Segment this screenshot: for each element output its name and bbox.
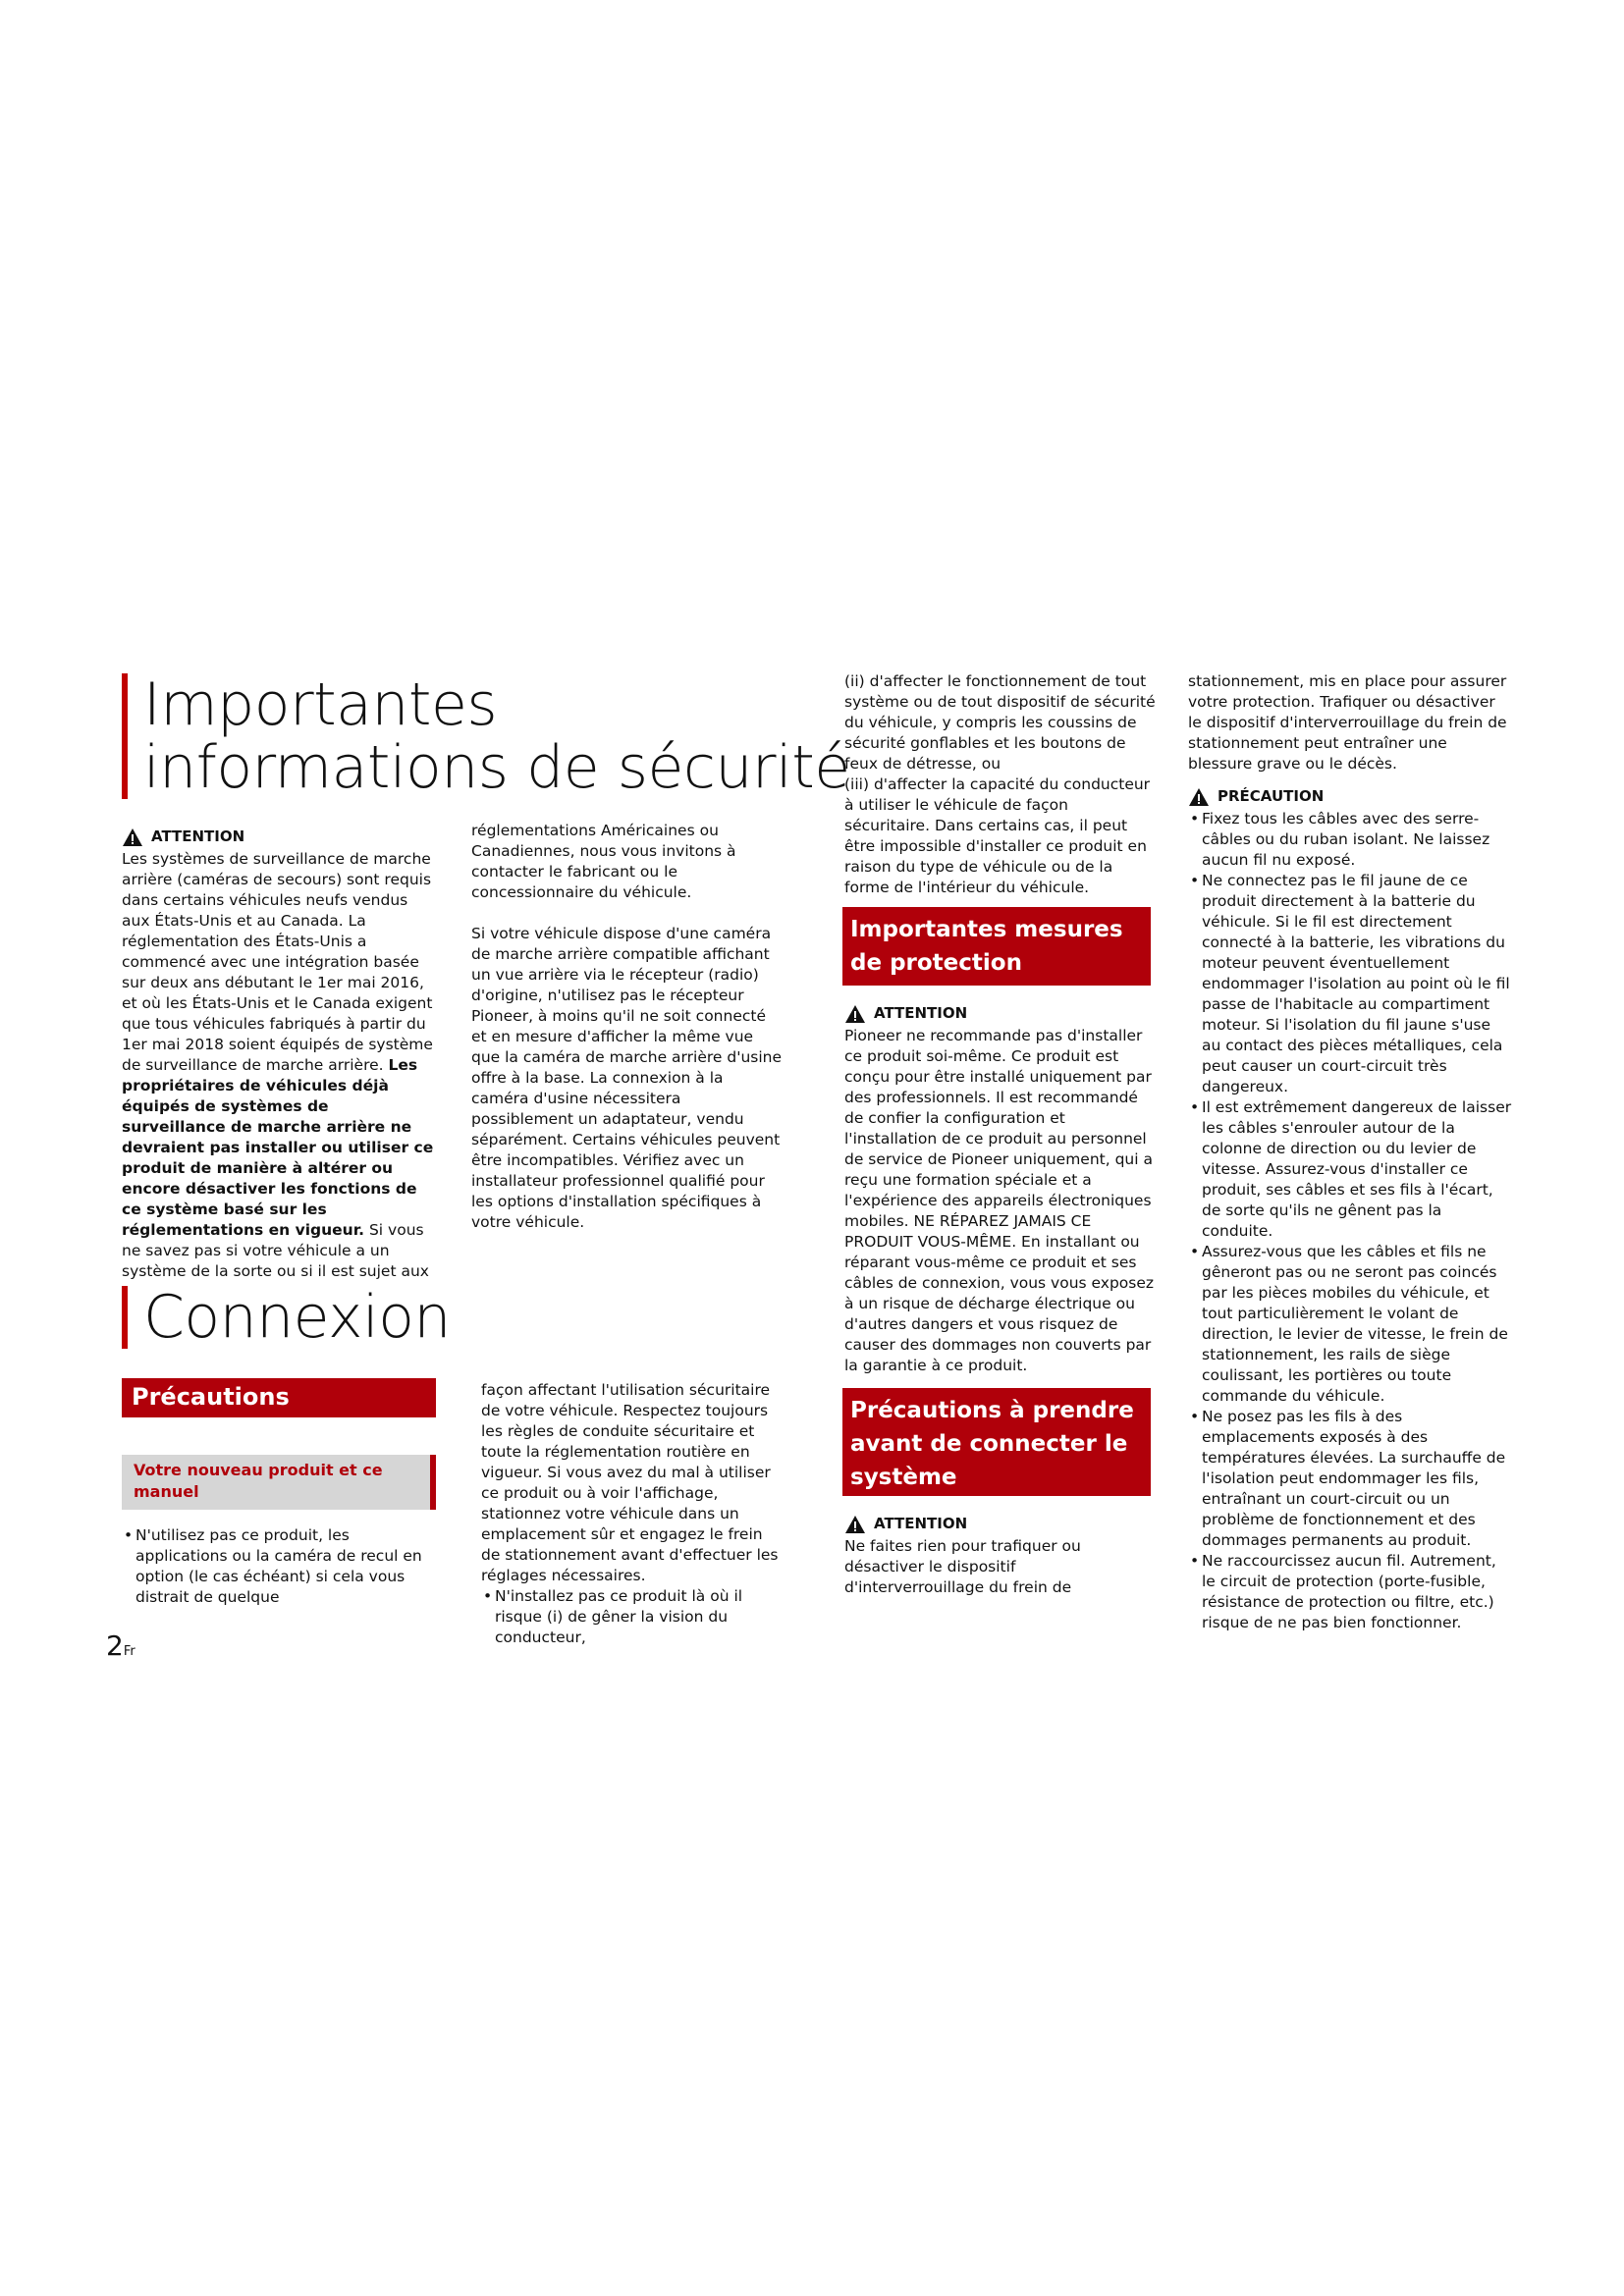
subsection-heading-text: Votre nouveau produit et ce manuel [134, 1461, 383, 1501]
precaution-list [1188, 809, 1512, 1633]
paragraph: réglementations Américaines ou Canadiennes, nous vous invitons à contacter le fabricant ou le concessionnaire du véhicule. [471, 822, 736, 901]
connexion-column-2 [481, 1380, 785, 1648]
section-heading-bar [842, 1388, 1151, 1496]
list-item: • Ne raccourcissez aucun fil. Autrement, le circuit de protection (porte-fusible, résistance de protection ou filtre, etc.) risque de ne pas bien fonctionner. [1188, 1551, 1512, 1633]
paragraph: (ii) d'affecter le fonctionnement de tout système ou de tout dispositif de sécurité du véhicule, y compris les coussins de sécurité gonflables et les boutons de feux de détresse, ou (iii) d'affecter la capacité du conducteur à utiliser le véhicule de façon sécuritaire. Dans certains cas, il peut être impossible d'installer ce produit en raison du type de véhicule ou de la forme de l'intérieur du véhicule. [844, 672, 1156, 896]
list-item: • Ne posez pas les fils à des emplacements exposés à des températures élevées. La surchauffe de l'isolation peut endommager les fils, entraînant un court-circuit ou un problème de fonctionnement et des dommages permanents au produit. [1188, 1407, 1512, 1551]
section-heading: Précautions à prendre avant de connecter le système [850, 1398, 1134, 1490]
attention-label: ATTENTION [874, 1515, 968, 1532]
attention-heading [122, 827, 436, 847]
connexion-column-1 [122, 1525, 436, 1608]
page-title [122, 670, 850, 802]
paragraph: Si votre véhicule dispose d'une caméra de marche arrière compatible affichant un vue arrière via le récepteur (radio) d'origine, n'utilisez pas le récepteur Pioneer, à moins qu'il ne soit connecté et en mesure d'afficher la même vue que la caméra de marche arrière d'usine offre à la base. La connexion à la caméra d'usine nécessitera possiblement un adaptateur, vendu séparément. Certains véhicules peuvent être incompatibles. Vérifiez avec un installateur professionnel qualifié pour les options d'installation spécifiques à votre véhicule. [471, 925, 783, 1231]
paragraph: façon affectant l'utilisation sécuritaire de votre véhicule. Respectez toujours les règles de conduite sécuritaire et toute la réglementation routière en vigueur. Si vous avez du mal à utiliser ce produit ou à voir l'affichage, stationnez votre véhicule dans un emplacement sûr et engagez le frein de stationnement avant d'effectuer les réglages nécessaires. [481, 1381, 779, 1584]
safety-column-4 [1188, 671, 1512, 1633]
paragraph [122, 849, 436, 1282]
safety-column-2 [471, 821, 784, 1233]
attention-label: ATTENTION [151, 828, 245, 845]
list-item: • Il est extrêmement dangereux de laisser les câbles s'enrouler autour de la colonne de direction ou du levier de vitesse. Assurez-vous d'installer ce produit, ses câbles et ses fils à l'écart, de sorte qu'ils ne gênent pas la conduite. [1188, 1097, 1512, 1242]
precaution-list [122, 1525, 436, 1608]
warning-triangle-icon [122, 828, 143, 847]
page-language: Fr [123, 1644, 135, 1659]
subsection-heading [122, 1455, 436, 1510]
section-heading-bar [842, 907, 1151, 986]
attention-heading [844, 1003, 1157, 1024]
section-heading-bar [122, 1378, 436, 1417]
paragraph-bold-text: Les propriétaires de véhicules déjà équipés de systèmes de surveillance de marche arrière ne devraient pas installer ou utiliser ce produit de manière à altérer ou encore désactiver les fonctions de ce système basé sur les réglementations en vigueur. [122, 1056, 434, 1239]
precaution-label: PRÉCAUTION [1218, 787, 1325, 805]
title-text: Connexion [143, 1283, 451, 1352]
section-title [122, 1283, 536, 1352]
page-number-value: 2 [106, 1629, 124, 1662]
precaution-list [481, 1586, 785, 1648]
list-item: • N'installez pas ce produit là où il risque (i) de gêner la vision du conducteur, [481, 1586, 785, 1648]
attention-label: ATTENTION [874, 1004, 968, 1022]
attention-heading [844, 1514, 1157, 1534]
list-item: • N'utilisez pas ce produit, les applications ou la caméra de recul en option (le cas échéant) si cela vous distrait de quelque [122, 1525, 436, 1608]
protection-section [844, 1003, 1157, 1376]
paragraph: Ne faites rien pour trafiquer ou désactiver le dispositif d'interverrouillage du frein de [844, 1537, 1081, 1596]
section-heading: Précautions [132, 1383, 290, 1411]
paragraph-text: Les systèmes de surveillance de marche arrière (caméras de secours) sont requis dans certains véhicules neufs vendus aux États-Unis et au Canada. La réglementation des États-Unis a commencé avec une intégration basée sur deux ans débutant le 1er mai 2016, et où les États-Unis et le Canada exigent que tous véhicules fabriqués à partir du 1er mai 2018 soient équipés de système de surveillance de marche arrière. [122, 850, 433, 1074]
warning-triangle-icon [844, 1004, 866, 1024]
safety-column-3 [844, 671, 1157, 898]
list-item: • Fixez tous les câbles avec des serre-câbles ou du ruban isolant. Ne laissez aucun fil nu exposé. [1188, 809, 1512, 871]
warning-triangle-icon [844, 1515, 866, 1534]
paragraph-text-end: Si vous ne savez pas si votre véhicule a un système de la sorte ou si il est sujet aux [122, 1221, 429, 1280]
paragraph: stationnement, mis en place pour assurer votre protection. Trafiquer ou désactiver le dispositif d'interverrouillage du frein de stationnement peut entraîner une blessure grave ou le décès. [1188, 672, 1507, 773]
list-item: • Ne connectez pas le fil jaune de ce produit directement à la batterie du véhicule. Si le fil est directement connecté à la batterie, les vibrations du moteur peuvent éventuellement endommager l'isolation au point où le fil passe de l'habitacle au compartiment moteur. Si l'isolation du fil jaune s'use au contact des pièces métalliques, cela peut causer un court-circuit très dangereux. [1188, 871, 1512, 1097]
list-item: • Assurez-vous que les câbles et fils ne gêneront pas ou ne seront pas coincés par les pièces mobiles du véhicule, et tout particulièrement le volant de direction, le levier de vitesse, le frein de stationnement, les rails de siège coulissant, les portières ou toute commande du véhicule. [1188, 1242, 1512, 1407]
title-text: Importantes informations de sécurité [143, 670, 850, 802]
safety-column-1 [122, 827, 436, 1282]
page-number [106, 1629, 135, 1662]
precaution-heading [1188, 786, 1512, 807]
section-heading: Importantes mesures de protection [850, 917, 1123, 976]
warning-triangle-icon [1188, 787, 1210, 807]
before-connecting-section [844, 1514, 1157, 1598]
paragraph: Pioneer ne recommande pas d'installer ce produit soi-même. Ce produit est conçu pour être installé uniquement par des professionnels. Il est recommandé de confier la configuration et l'installation de ce produit au personnel de service de Pioneer uniquement, qui a reçu une formation spéciale et a l'expérience des appareils électroniques mobiles. NE RÉPAREZ JAMAIS CE PRODUIT VOUS-MÊME. En installant ou réparant vous-même ce produit et ses câbles de connexion, vous vous exposez à un risque de décharge électrique ou d'autres dangers et vous risquez de causer des dommages non couverts par la garantie à ce produit. [844, 1027, 1155, 1374]
